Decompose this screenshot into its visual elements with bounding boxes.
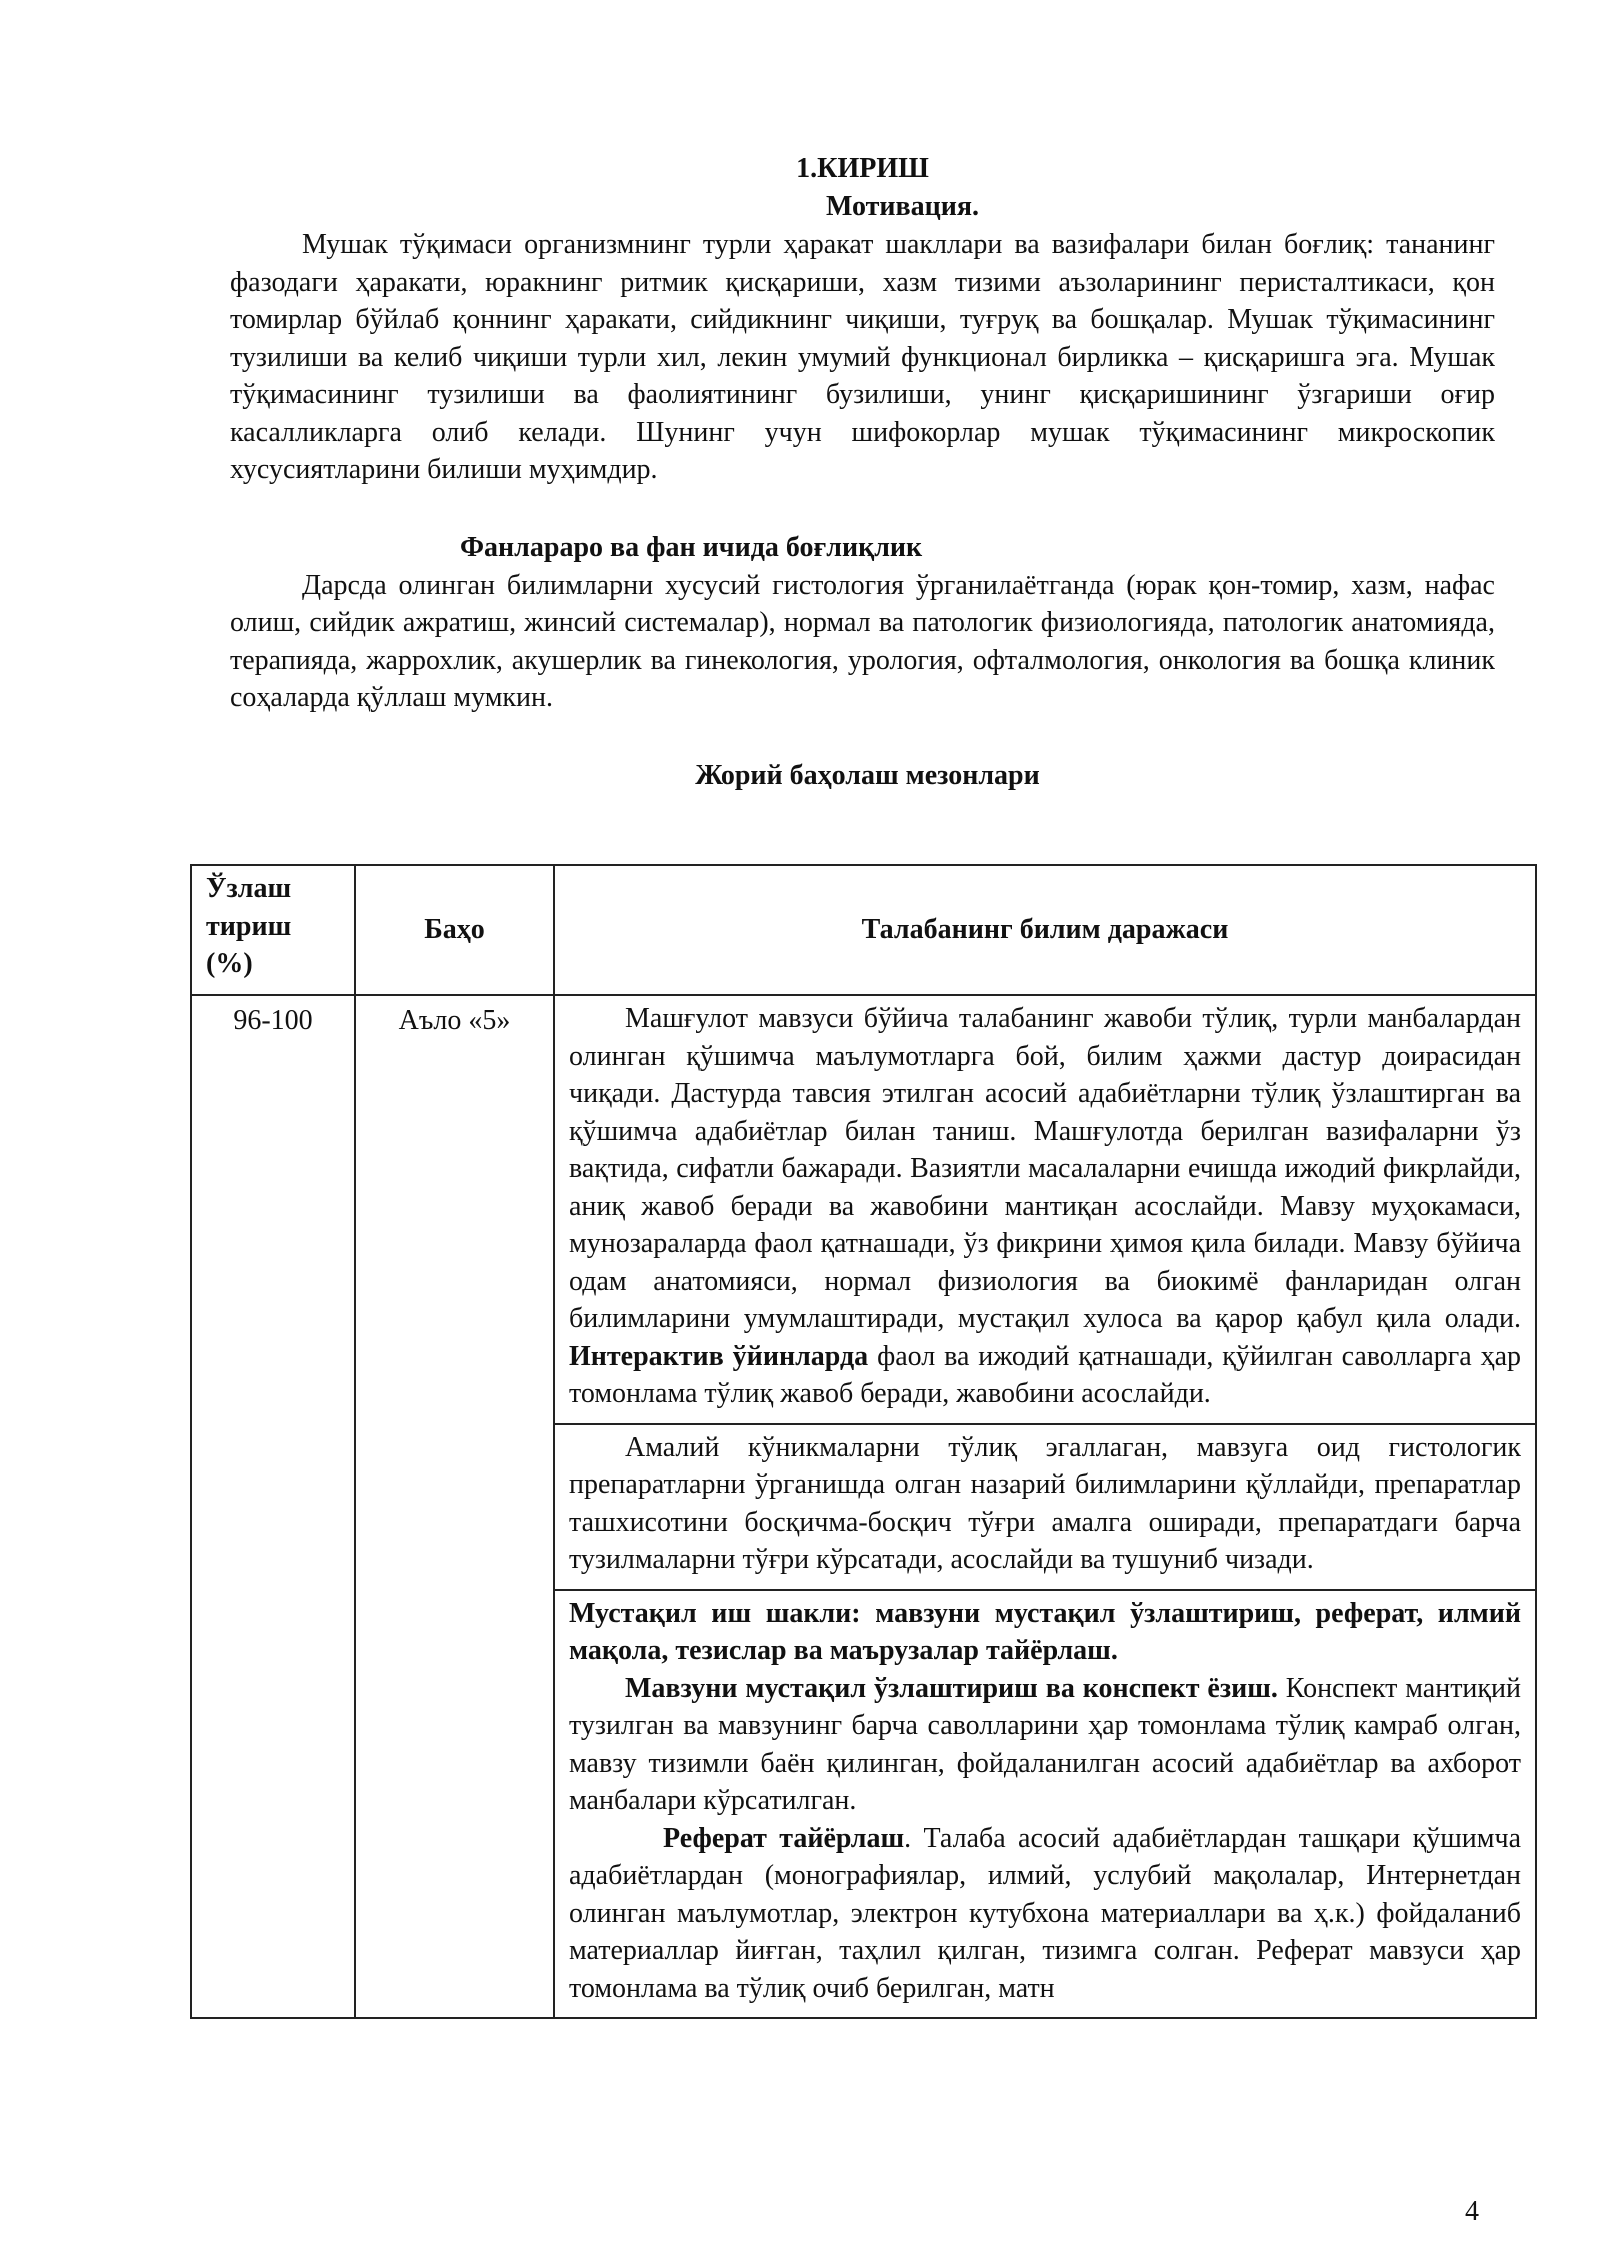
self-study-paragraph xyxy=(569,1670,1521,1820)
independent-work-heading xyxy=(569,1595,1521,1670)
cell-independent-work-criteria xyxy=(554,1590,1536,2019)
document-body xyxy=(230,150,1495,795)
criteria-table xyxy=(190,864,1537,2019)
self-study-text: Конспект мантиқий тузилган ва мавзунинг барча саволларини ҳар томонлама тўлиқ камраб олган, мавзу тизимли баён қилинган, фойдаланилган асосий адабиётлар ва ахборот манбалари кўрсатилган. xyxy=(569,1672,1521,1816)
essay-bold: Реферат тайёрлаш xyxy=(663,1822,905,1854)
table-header-row xyxy=(191,865,1536,995)
header-knowledge-level: Талабанинг билим даражаси xyxy=(554,865,1536,995)
header-percent: Ўзлаш тириш (%) xyxy=(191,865,355,995)
theory-text-bold: Интерактив ўйинларда xyxy=(569,1340,869,1372)
cell-percent: 96-100 xyxy=(191,995,355,2018)
interdisciplinary-paragraph: Дарсда олинган билимларни хусусий гистология ўрганилаётганда (юрак қон-томир, хазм, нафас олиш, сийдик ажратиш, жинсий системалар), нормал ва патологик физиологияда, патологик анатомияда, терапияда, жаррохлик, акушерлик ва гинекология, урология, офталмология, онкология ва бошқа клиник соҳаларда қўллаш мумкин. xyxy=(230,569,1495,713)
table-row xyxy=(191,995,1536,1424)
theory-text-part1: Машғулот мавзуси бўйича талабанинг жавоби тўлиқ, турли манбалардан олинган қўшимча маълумотларга бой, билим ҳажми дастур доирасидан чиқади. Дастурда тавсия этилган асосий адабиётларни тўлиқ ўзлаштирган ва қўшимча адабиётлар билан таниш. Машғулотда берилган вазифаларни ўз вақтида, сифатли бажаради. Вазиятли масалаларни ечишда ижодий фикрлайди, аниқ жавоб беради ва жавобини мантиқан асослайди. Мавзу муҳокамаси, мунозараларда фаол қатнашади, ўз фикрини ҳимоя қила билади. Мавзу бўйича одам анатомияси, нормал физиология ва биокимё фанларидан олган билимларини умумлаштиради, мустақил хулоса ва қарор қабул қила олади. xyxy=(569,1003,1521,1334)
section-subtitle: Мотивация. xyxy=(825,191,980,222)
cell-grade: Аъло «5» xyxy=(355,995,554,2018)
self-study-bold: Мавзуни мустақил ўзлаштириш ва конспект ёзиш. xyxy=(625,1672,1278,1704)
essay-text: . Талаба асосий адабиётлардан ташқари қўшимча адабиётлардан (монографиялар, илмий, услубий мақолалар, Интернетдан олинган маълумотлар, электрон кутубхона материаллари ва ҳ.к.) фойдаланиб материаллар йиғган, таҳлил қилган, тизимга солган. Реферат мавзуси ҳар томонлама ва тўлиқ очиб берилган, матн xyxy=(569,1822,1521,2004)
theory-criteria-text xyxy=(569,1000,1521,1413)
criteria-table-title: Жорий баҳолаш мезонлари xyxy=(695,759,1040,791)
practical-criteria-text: Амалий кўникмаларни тўлиқ эгаллаган, мавзуга оид гистологик препаратларни ўрганишда олган назарий билимларини қўллайди, препаратлар ташхисотини босқичма-босқич тўғри амалга оширади, препаратдаги барча тузилмаларни тўғри кўрсатади, асослайди ва тушуниб чизади. xyxy=(569,1431,1521,1575)
cell-theory-criteria xyxy=(554,995,1536,1424)
header-grade: Баҳо xyxy=(355,865,554,995)
interdisciplinary-heading: Фанлараро ва фан ичида боғлиқлик xyxy=(460,531,923,563)
independent-work-heading-text: Мустақил иш шакли: мавзуни мустақил ўзлаштириш, реферат, илмий мақола, тезислар ва маърузалар тайёрлаш. xyxy=(569,1597,1521,1666)
essay-paragraph xyxy=(569,1820,1521,2008)
section-title: 1.КИРИШ xyxy=(796,153,929,184)
page-number: 4 xyxy=(1465,2196,1479,2227)
theory-text-part2: фаол ва ижодий қатнашади, қўйилган саволларга ҳар томонлама тўлиқ жавоб беради, жавобини асослайди. xyxy=(569,1340,1522,1409)
motivation-paragraph: Мушак тўқимаси организмнинг турли ҳаракат шакллари ва вазифалари билан боғлиқ: тананинг фазодаги ҳаракати, юракнинг ритмик қисқариши, хазм тизими аъзоларининг перисталтикаси, қон томирлар бўйлаб қоннинг ҳаракати, сийдикнинг чиқиши, туғруқ ва бошқалар. Мушак тўқимасининг тузилиши ва келиб чиқиши турли хил, лекин умумий функционал бирликка – қисқаришга эга. Мушак тўқимасининг тузилиши ва фаолиятининг бузилиши, унинг қисқаришининг ўзгариши оғир касалликларга олиб келади. Шунинг учун шифокорлар мушак тўқимасининг микроскопик хусусиятларини билиши муҳимдир. xyxy=(230,229,1495,485)
cell-practical-criteria xyxy=(554,1424,1536,1590)
